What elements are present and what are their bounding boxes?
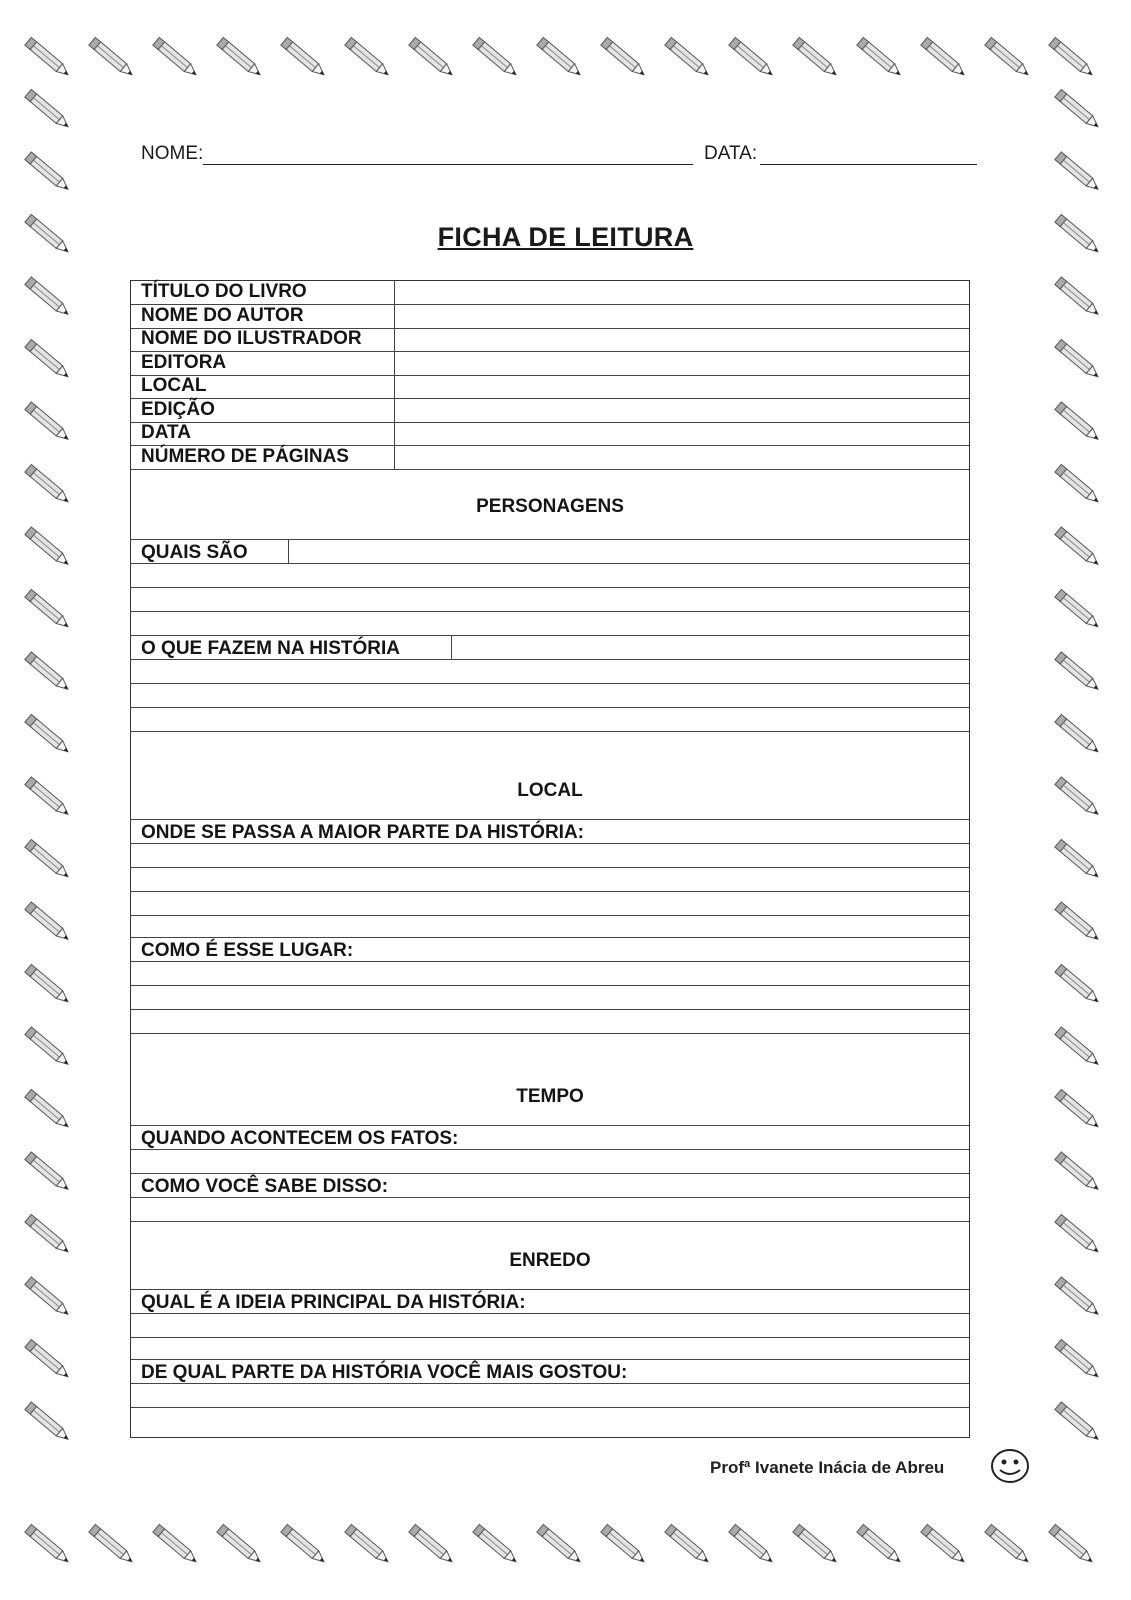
pencil-icon	[25, 37, 71, 78]
pencil-icon	[25, 1089, 71, 1130]
pencil-icon	[601, 37, 647, 78]
pencil-icon	[921, 37, 967, 78]
publisher-label: EDITORA	[141, 352, 227, 373]
characters-which-label: QUAIS SÃO	[141, 542, 248, 563]
pencil-icon	[345, 1524, 391, 1565]
pencil-icon	[153, 1524, 199, 1565]
pencil-icon	[25, 89, 71, 130]
author-label: NOME DO AUTOR	[141, 305, 304, 326]
pencil-icon	[665, 37, 711, 78]
pencil-icon	[25, 1402, 71, 1443]
name-label: NOME:	[141, 143, 204, 164]
pencil-icon	[1055, 1402, 1101, 1443]
pencil-icon	[25, 964, 71, 1005]
pencil-icon	[1055, 527, 1101, 568]
pencil-icon	[25, 1027, 71, 1068]
pencil-icon	[89, 1524, 135, 1565]
pencil-icon	[1055, 277, 1101, 318]
pencil-icon	[1055, 964, 1101, 1005]
pencil-icon	[409, 1524, 455, 1565]
pencil-icon	[1049, 37, 1095, 78]
name-field[interactable]	[203, 164, 693, 165]
location-description-label: COMO É ESSE LUGAR:	[141, 940, 354, 961]
pencil-icon	[601, 1524, 647, 1565]
reading-form	[130, 280, 970, 1438]
place-label: LOCAL	[141, 375, 207, 396]
pencil-icon	[985, 1524, 1031, 1565]
pencil-icon	[25, 277, 71, 318]
pencil-icon	[857, 37, 903, 78]
pencil-icon	[25, 652, 71, 693]
teacher-credit: Profª Ivanete Inácia de Abreu	[710, 1458, 945, 1477]
edition-label: EDIÇÃO	[141, 399, 215, 420]
time-how-know-label: COMO VOCÊ SABE DISSO:	[141, 1176, 389, 1197]
pencil-icon	[1055, 402, 1101, 443]
pencil-icon	[1055, 1214, 1101, 1255]
pencil-icon	[1055, 339, 1101, 380]
pencil-icon	[25, 1339, 71, 1380]
pencil-icon	[537, 1524, 583, 1565]
pencil-icon	[1055, 1027, 1101, 1068]
pencil-icon	[25, 839, 71, 880]
pencil-icon	[345, 37, 391, 78]
pencil-icon	[281, 1524, 327, 1565]
pencil-icon	[281, 37, 327, 78]
pencil-icon	[25, 339, 71, 380]
pencil-icon	[1055, 1277, 1101, 1318]
pencil-icon	[217, 1524, 263, 1565]
pencil-icon	[1055, 839, 1101, 880]
pencil-icon	[473, 37, 519, 78]
location-where-label: ONDE SE PASSA A MAIOR PARTE DA HISTÓRIA:	[141, 822, 585, 843]
pencil-icon	[1055, 1089, 1101, 1130]
pencil-icon	[1055, 152, 1101, 193]
pencil-icon	[25, 152, 71, 193]
pencil-icon	[153, 37, 199, 78]
date-info-label: DATA	[141, 422, 191, 443]
pencil-icon	[25, 589, 71, 630]
pencil-icon	[537, 37, 583, 78]
characters-actions-label: O QUE FAZEM NA HISTÓRIA	[141, 638, 400, 659]
pencil-icon	[25, 1277, 71, 1318]
page-title: FICHA DE LEITURA	[437, 222, 694, 252]
pencil-icon	[25, 1524, 71, 1565]
pencil-icon	[1055, 1152, 1101, 1193]
characters-heading: PERSONAGENS	[476, 496, 624, 517]
location-heading: LOCAL	[517, 780, 583, 801]
pencil-icon	[25, 714, 71, 755]
pencil-icon	[729, 1524, 775, 1565]
pencil-icon	[1055, 464, 1101, 505]
pencil-icon	[25, 402, 71, 443]
plot-heading: ENREDO	[509, 1250, 591, 1271]
pencil-icon	[1055, 714, 1101, 755]
pencil-icon	[25, 902, 71, 943]
pencil-icon	[665, 1524, 711, 1565]
smiley-face-icon	[990, 1448, 1030, 1484]
pencil-icon	[1049, 1524, 1095, 1565]
date-label: DATA:	[704, 143, 758, 164]
pencil-icon	[89, 37, 135, 78]
pages-label: NÚMERO DE PÁGINAS	[141, 446, 349, 467]
pencil-icon	[921, 1524, 967, 1565]
pencil-icon	[25, 1214, 71, 1255]
pencil-icon	[857, 1524, 903, 1565]
pencil-icon	[25, 527, 71, 568]
pencil-icon	[25, 1152, 71, 1193]
pencil-icon	[473, 1524, 519, 1565]
book-title-label: TÍTULO DO LIVRO	[141, 281, 307, 302]
plot-main-idea-label: QUAL É A IDEIA PRINCIPAL DA HISTÓRIA:	[141, 1292, 526, 1313]
date-field[interactable]	[760, 164, 977, 165]
pencil-icon	[409, 37, 455, 78]
pencil-icon	[985, 37, 1031, 78]
pencil-icon	[25, 777, 71, 818]
pencil-icon	[1055, 589, 1101, 630]
pencil-icon	[1055, 902, 1101, 943]
plot-favorite-part-label: DE QUAL PARTE DA HISTÓRIA VOCÊ MAIS GOSTOU:	[141, 1362, 628, 1383]
pencil-icon	[1055, 777, 1101, 818]
pencil-icon	[1055, 652, 1101, 693]
time-heading: TEMPO	[516, 1086, 584, 1107]
pencil-icon	[25, 464, 71, 505]
pencil-icon	[1055, 1339, 1101, 1380]
pencil-icon	[793, 1524, 839, 1565]
pencil-icon	[729, 37, 775, 78]
illustrator-label: NOME DO ILUSTRADOR	[141, 328, 362, 349]
time-when-label: QUANDO ACONTECEM OS FATOS:	[141, 1128, 459, 1149]
pencil-icon	[1055, 89, 1101, 130]
pencil-icon	[793, 37, 839, 78]
pencil-icon	[217, 37, 263, 78]
